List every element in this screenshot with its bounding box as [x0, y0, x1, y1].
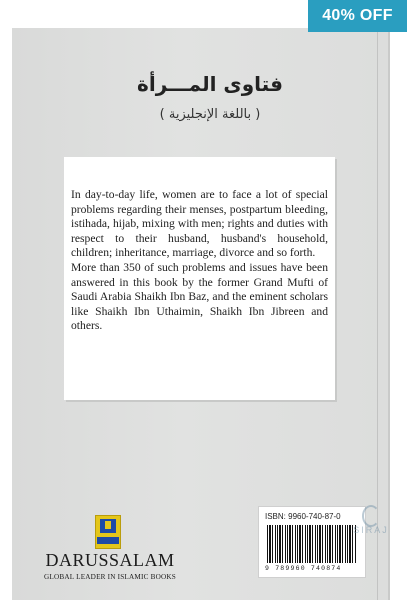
darussalam-logo-icon [95, 515, 121, 549]
barcode-digits: 9 789960 740874 [265, 565, 342, 572]
logo-band [97, 537, 119, 544]
description-paragraph-2: More than 350 of such problems and issues have been answered in this book by the former Grand Mufti of Saudi Arabia Shaikh Ibn Baz, and the eminent scholars like Shaikh Ibn Uthaimin, Shaikh Ibn Jibreen and others. [71, 260, 328, 333]
arabic-title: فتاوى المـــرأة [137, 72, 283, 96]
description-text [71, 188, 328, 334]
description-panel [64, 157, 335, 400]
arabic-subtitle: ( باللغة الإنجليزية ) [159, 107, 261, 122]
watermark-text: SIRAJ [353, 525, 389, 535]
watermark-icon [362, 505, 380, 527]
discount-badge: 40% OFF [308, 0, 407, 32]
logo-mosque-mark [100, 519, 116, 533]
description-paragraph-1: In day-to-day life, women are to face a lot of special problems regarding their menses, postpartum bleeding, istihada, hijab, mixing with men; rights and duties with respect to their husband, husband's household, children; inheritance, marriage, divorce and so forth. [71, 188, 328, 260]
publisher-name: DARUSSALAM [45, 550, 175, 570]
barcode-label [258, 506, 366, 578]
publisher-tagline: GLOBAL LEADER IN ISLAMIC BOOKS [44, 573, 176, 581]
barcode-icon [267, 525, 357, 563]
isbn-text: ISBN: 9960-740-87-0 [265, 512, 341, 521]
